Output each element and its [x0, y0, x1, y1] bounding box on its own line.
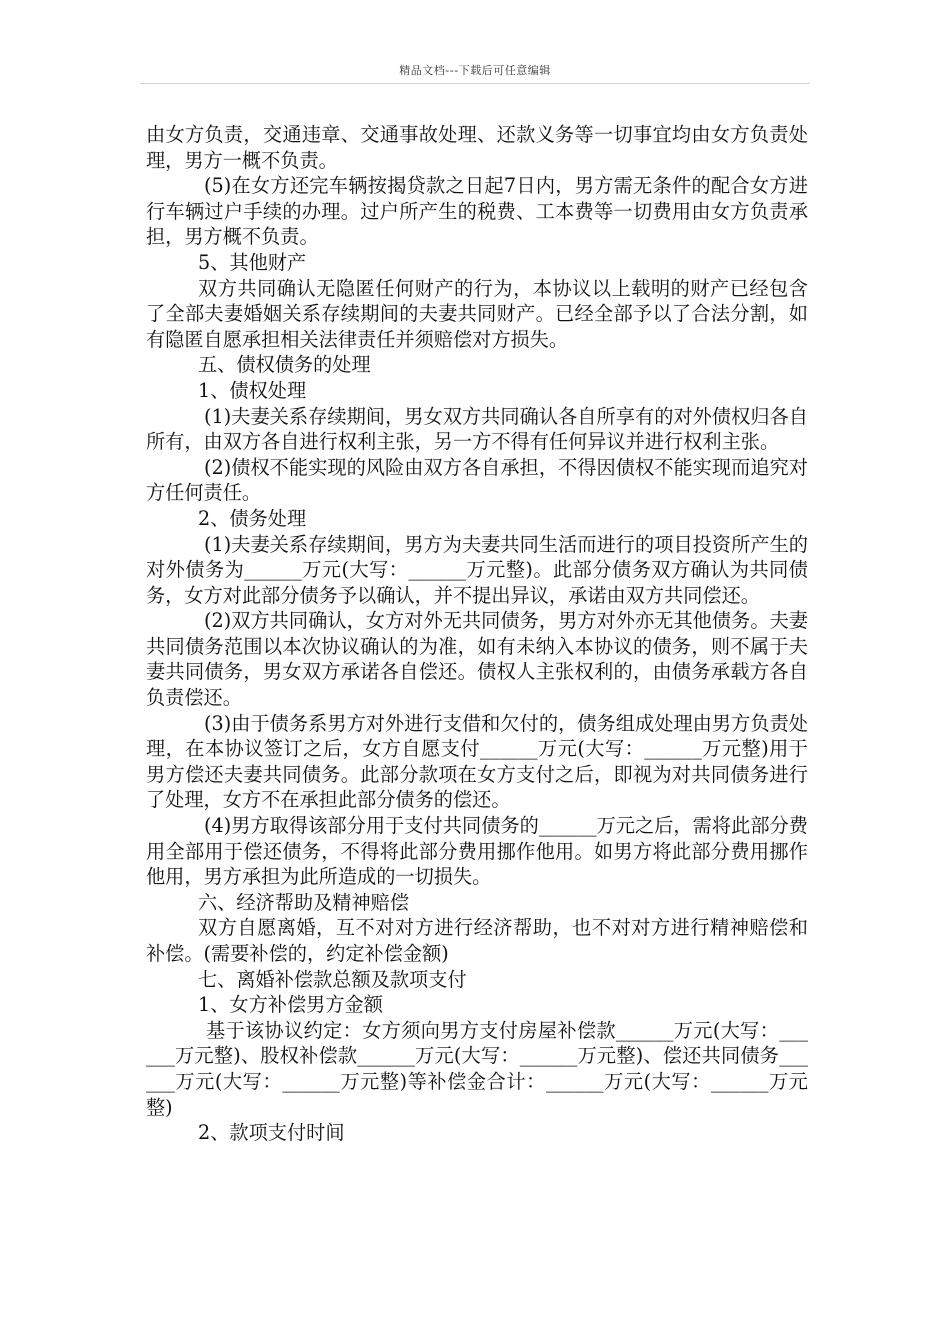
- paragraph: (2)债权不能实现的风险由双方各自承担，不得因债权不能实现而追究对方任何责任。: [146, 455, 808, 505]
- paragraph: (3)由于债务系男方对外进行支借和欠付的，债务组成处理由男方负责处理，在本协议签订之后，女方自愿支付______万元(大写：______万元整)用于男方偿还夫妻共同债务。此部分款项在女方支付之后，即视为对共同债务进行了处理，女方不在承担此部分债务的偿还。: [146, 711, 808, 812]
- page-header: 精品文档---下载后可任意编辑: [399, 64, 551, 77]
- paragraph: (5)在女方还完车辆按揭贷款之日起7日内，男方需无条件的配合女方进行车辆过户手续的办理。过户所产生的税费、工本费等一切费用由女方负责承担，男方概不负责。: [146, 174, 808, 249]
- section-heading: 五、债权债务的处理: [198, 353, 371, 377]
- paragraph: 基于该协议约定：女方须向男方支付房屋补偿款______万元(大写：______万元整)、股权补偿款______万元(大写：______万元整)、偿还共同债务______万元(大写：______万元整)等补偿金合计：______万元(大写：______万元整): [146, 1018, 808, 1119]
- paragraph: (1)夫妻关系存续期间，男女双方共同确认各自所享有的对外债权归各自所有，由双方各自进行权利主张，另一方不得有任何异议并进行权利主张。: [146, 404, 808, 454]
- paragraph: 双方共同确认无隐匿任何财产的行为，本协议以上载明的财产已经包含了全部夫妻婚姻关系存续期间的夫妻共同财产。已经全部予以了合法分割，如有隐匿自愿承担相关法律责任并须赔偿对方损失。: [146, 276, 808, 351]
- section-heading: 六、经济帮助及精神赔偿: [198, 890, 410, 914]
- section-heading: 1、女方补偿男方金额: [198, 993, 383, 1017]
- paragraph: (1)夫妻关系存续期间，男方为夫妻共同生活而进行的项目投资所产生的对外债务为______万元(大写：______万元整)。此部分债务双方确认为共同债务，女方对此部分债务予以确认，并不提出异议，承诺由双方共同偿还。: [146, 532, 808, 607]
- section-heading: 5、其他财产: [198, 250, 307, 274]
- paragraph: 双方自愿离婚，互不对对方进行经济帮助，也不对对方进行精神赔偿和补偿。(需要补偿的，约定补偿金额): [146, 916, 808, 965]
- paragraph: (2)双方共同确认，女方对外无共同债务，男方对外亦无其他债务。夫妻共同债务范围以本次协议确认的为准，如有未纳入本协议的债务，则不属于夫妻共同债务，男女双方承诺各自偿还。债权人主张权利的，由债务承载方各自负责偿还。: [146, 609, 808, 710]
- header-divider: [140, 83, 810, 84]
- section-heading: 1、债权处理: [198, 378, 307, 402]
- document-body: [146, 122, 808, 1146]
- paragraph: (4)男方取得该部分用于支付共同债务的______万元之后，需将此部分费用全部用于偿还债务，不得将此部分费用挪作他用。如男方将此部分费用挪作他用，男方承担为此所造成的一切损失。: [146, 814, 808, 889]
- section-heading: 2、款项支付时间: [198, 1121, 345, 1145]
- section-heading: 七、离婚补偿款总额及款项支付: [198, 967, 467, 991]
- paragraph: 由女方负责，交通违章、交通事故处理、还款义务等一切事宜均由女方负责处理，男方一概不负责。: [146, 123, 808, 172]
- section-heading: 2、债务处理: [198, 506, 307, 530]
